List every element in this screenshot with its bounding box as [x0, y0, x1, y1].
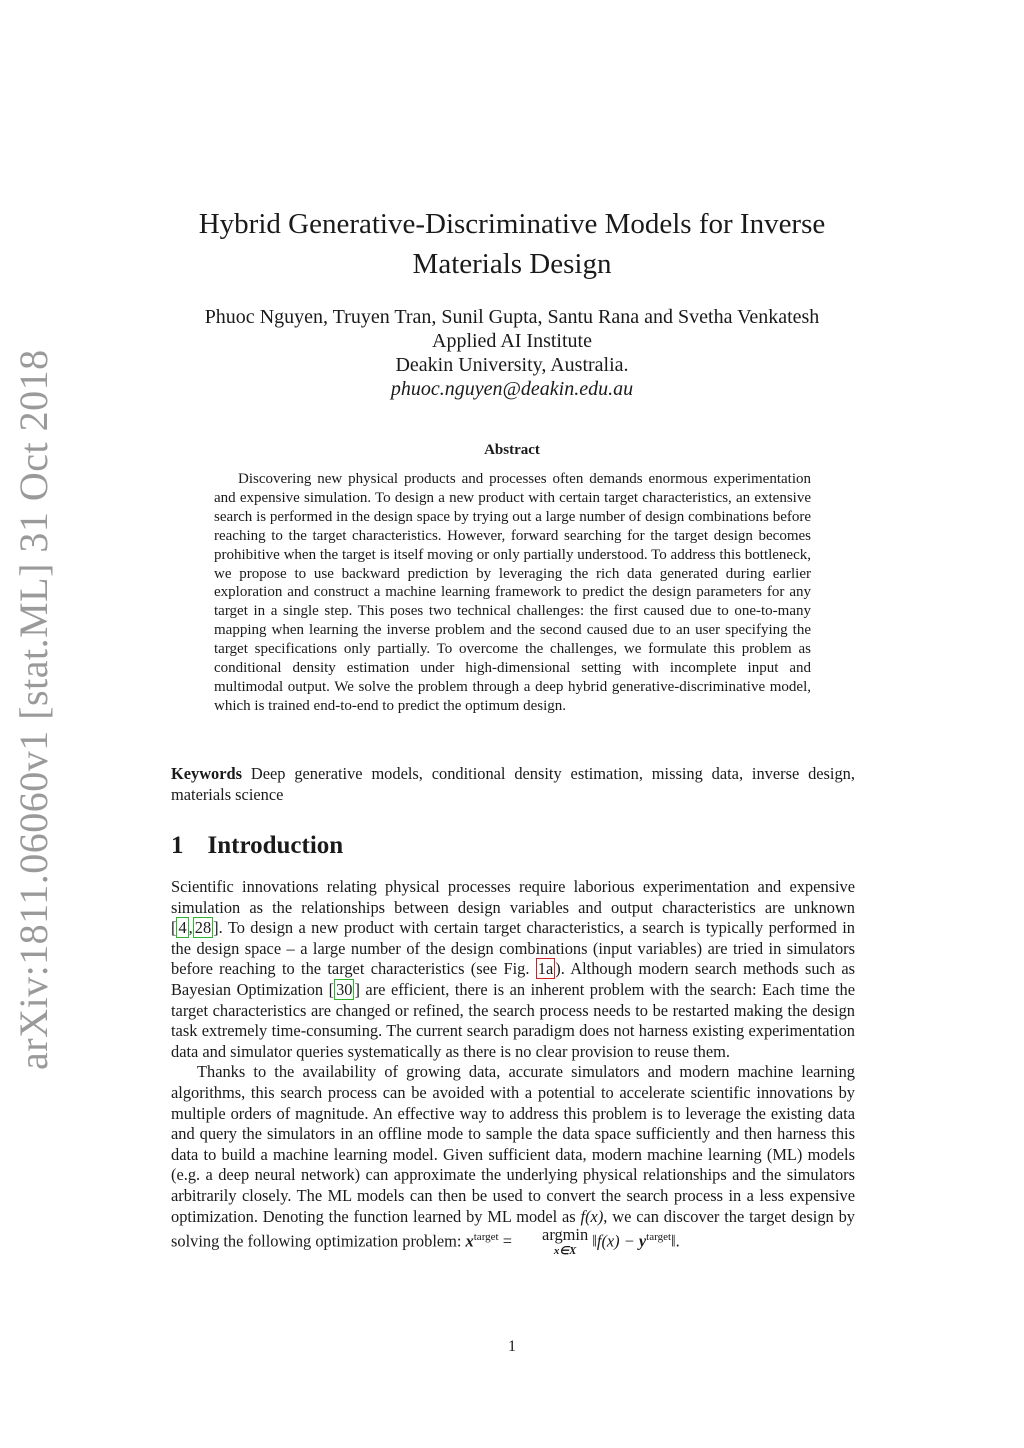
author-institute: Applied AI Institute	[432, 330, 592, 352]
keywords-text: Deep generative models, conditional density estimation, missing data, inverse design, materials science	[171, 764, 855, 804]
page-number: 1	[508, 1338, 516, 1355]
intro-paragraph-1	[171, 877, 855, 1062]
math-argmin	[516, 1227, 588, 1259]
author-university: Deakin University, Australia.	[395, 354, 629, 376]
math-y-symbol: y	[638, 1231, 647, 1251]
math-norm-expression: ‖f(x) −	[588, 1231, 639, 1251]
intro-p2-text-b: , we can discover the target design by solving the following optimization problem:	[171, 1206, 855, 1251]
math-target-superscript-y: target	[646, 1231, 672, 1244]
title-line-2: Materials Design	[412, 248, 612, 280]
section-title: Introduction	[207, 832, 344, 859]
citation-link-30[interactable]: 30	[336, 979, 353, 999]
intro-paragraph-2	[171, 1062, 855, 1259]
argmin-label: argmin	[542, 1225, 589, 1245]
citation-link-4[interactable]: 4	[178, 918, 187, 938]
author-block	[150, 305, 874, 401]
math-f-of-x: f(x)	[580, 1206, 604, 1226]
citation-separator: ,	[188, 918, 193, 938]
arxiv-identifier-stamp: arXiv:1811.06060v1 [stat.ML] 31 Oct 2018	[11, 349, 56, 1070]
author-names: Phuoc Nguyen, Truyen Tran, Sunil Gupta, Santu Rana and Svetha Venkatesh	[204, 306, 820, 328]
intro-p1-text-b: ]. To design a new product with certain target characteristics, a search is typically performed in the design space – a large number of the design combinations (input variables) are tried in simulators before reaching to the target characteristics (see Fig.	[171, 918, 855, 979]
intro-p1-text-d: ] are efficient, there is an inherent problem with the search: Each time the target characteristics are changed or refined, the search process needs to be restarted making the design task extremely time-consuming. The current search paradigm does not harness existing experimentation data and simulator queries systematically as there is no clear provision to reuse them.	[171, 979, 855, 1061]
citation-link-28[interactable]: 28	[194, 918, 212, 938]
figure-link-1a[interactable]: 1a	[537, 959, 554, 979]
math-target-superscript: target	[473, 1231, 499, 1244]
argmin-subscript: x∈X	[553, 1245, 577, 1258]
title-line-1: Hybrid Generative-Discriminative Models for Inverse	[198, 208, 826, 240]
math-x-symbol: x	[465, 1231, 474, 1251]
author-email: phuoc.nguyen@deakin.edu.au	[390, 378, 634, 400]
section-heading-introduction	[171, 832, 343, 860]
intro-p1-text-c: ). Although modern search methods such as Bayesian Optimization [	[171, 959, 855, 999]
abstract-heading: Abstract	[484, 442, 540, 458]
abstract-text: Discovering new physical products and processes often demands enormous experimentation and expensive simulation. To design a new product with certain target characteristics, an extensive search is performed in the design space by trying out a large number of design combinations before reaching to the target characteristics. However, forward searching for the target design becomes prohibitive when the target is itself moving or only partially understood. To address this bottleneck, we propose to use backward prediction by leveraging the rich data generated during earlier exploration and construct a machine learning framework to predict the design parameters for any target in a single step. This poses two technical challenges: the first caused due to one-to-many mapping when learning the inverse problem and the second caused due to an user specifying the target specifications only partially. To overcome the challenges, we formulate this problem as conditional density estimation under high-dimensional setting with incomplete input and multimodal output. We solve the problem through a deep hybrid generative-discriminative model, which is trained end-to-end to predict the optimum design.	[214, 471, 811, 714]
keywords-block	[171, 763, 855, 805]
math-norm-close: ‖.	[671, 1231, 680, 1251]
keywords-label: Keywords	[171, 764, 243, 783]
paper-title	[150, 204, 874, 284]
intro-p2-text-a: Thanks to the availability of growing data, accurate simulators and modern machine learning algorithms, this search process can be avoided with a potential to accelerate scientific innovations by multiple orders of magnitude. An effective way to address this problem is to leverage the existing data and query the simulators in an offline mode to sample the data space sufficiently and then harness this data to build a machine learning model. Given sufficient data, modern machine learning (ML) models (e.g. a deep neural network) can approximate the underlying physical relationships and the simulators arbitrarily closely. The ML models can then be used to convert the search process in a less expensive optimization. Denoting the function learned by ML model as	[171, 1062, 855, 1226]
intro-p1-text-a: Scientific innovations relating physical processes require laborious experimentation and expensive simulation as the relationships between design variables and output characteristics are unknown [	[171, 877, 855, 938]
introduction-body	[171, 877, 855, 1259]
math-equals: =	[498, 1231, 517, 1251]
section-number: 1	[171, 832, 184, 859]
